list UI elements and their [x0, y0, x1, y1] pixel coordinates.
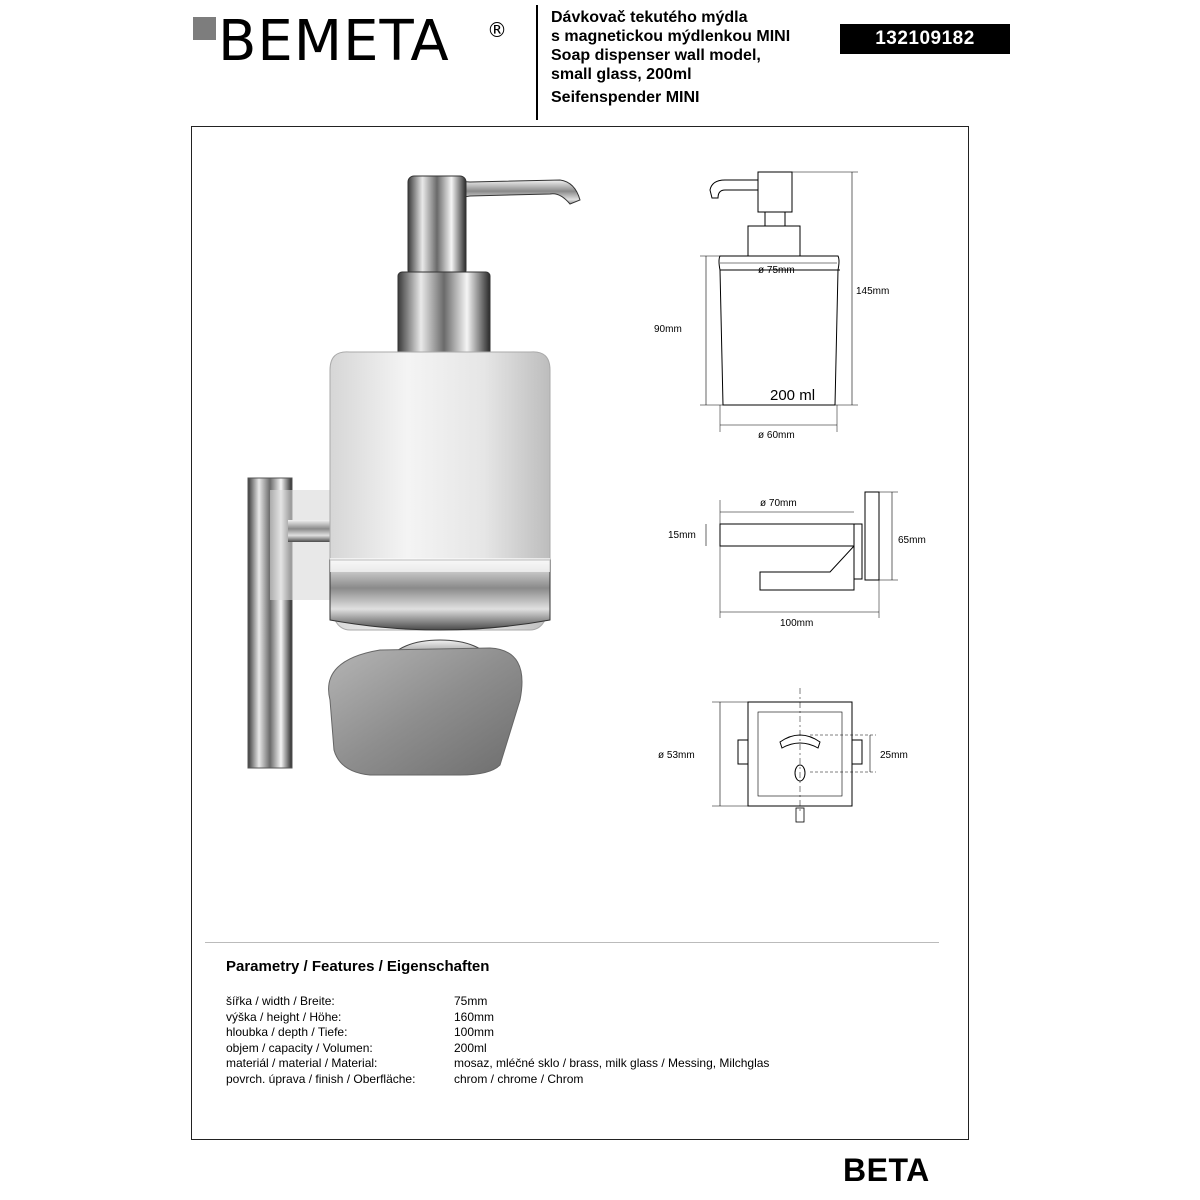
dim-holder-diameter: ø 70mm: [760, 498, 797, 509]
feature-row-depth: [226, 1025, 769, 1041]
features-divider: [205, 942, 939, 943]
features-heading: Parametry / Features / Eigenschaften: [226, 958, 490, 975]
product-photo: [230, 160, 630, 780]
dim-bottom-diameter: ø 60mm: [758, 430, 795, 441]
feature-row-material: [226, 1056, 769, 1072]
capacity-label: 200 ml: [770, 387, 816, 404]
feature-value: 100mm: [454, 1025, 495, 1039]
feature-label: výška / height / Höhe:: [226, 1009, 342, 1024]
feature-value: chrom / chrome / Chrom: [454, 1071, 584, 1086]
product-title-block: [551, 8, 841, 107]
product-code-badge: 132109182: [840, 24, 1010, 54]
feature-label: šířka / width / Breite:: [226, 994, 335, 1008]
feature-label: povrch. úprava / finish / Oberfläche:: [226, 1071, 416, 1086]
feature-row-height: [226, 1010, 769, 1026]
features-table: [226, 994, 769, 1087]
feature-label: hloubka / depth / Tiefe:: [226, 1025, 348, 1039]
feature-label: materiál / material / Material:: [226, 1056, 378, 1070]
feature-value: 160mm: [454, 1009, 495, 1024]
dim-body-height: 90mm: [654, 324, 682, 335]
technical-drawings: [640, 160, 960, 850]
header-divider: [536, 5, 538, 120]
dim-base-size: ø 53mm: [658, 750, 695, 761]
brand-logo: BEMETA: [218, 9, 450, 74]
dim-thickness: 15mm: [668, 530, 696, 541]
feature-row-capacity: [226, 1041, 769, 1057]
dim-total-height: 145mm: [856, 286, 890, 297]
registered-mark: ®: [487, 18, 507, 42]
feature-value: 200ml: [454, 1040, 487, 1055]
dim-depth: 100mm: [780, 618, 814, 629]
title-cz-line1: Dávkovač tekutého mýdla: [551, 9, 748, 26]
feature-value: mosaz, mléčné sklo / brass, milk glass / Messing, Milchglas: [454, 1056, 770, 1070]
feature-row-finish: [226, 1072, 769, 1088]
title-en-line2: small glass, 200ml: [551, 66, 692, 83]
feature-value: 75mm: [454, 994, 488, 1008]
feature-label: objem / capacity / Volumen:: [226, 1040, 373, 1055]
dim-hole-spacing: 25mm: [880, 750, 908, 761]
dim-top-diameter: ø 75mm: [758, 265, 795, 276]
title-de: Seifenspender MINI: [551, 89, 700, 106]
title-en-line1: Soap dispenser wall model,: [551, 47, 761, 64]
logo-square-mark: [193, 17, 216, 40]
title-cz-line2: s magnetickou mýdlenkou MINI: [551, 28, 791, 45]
feature-row-width: [226, 994, 769, 1010]
series-name: BETA: [843, 1152, 930, 1188]
dim-holder-height: 65mm: [898, 535, 926, 546]
